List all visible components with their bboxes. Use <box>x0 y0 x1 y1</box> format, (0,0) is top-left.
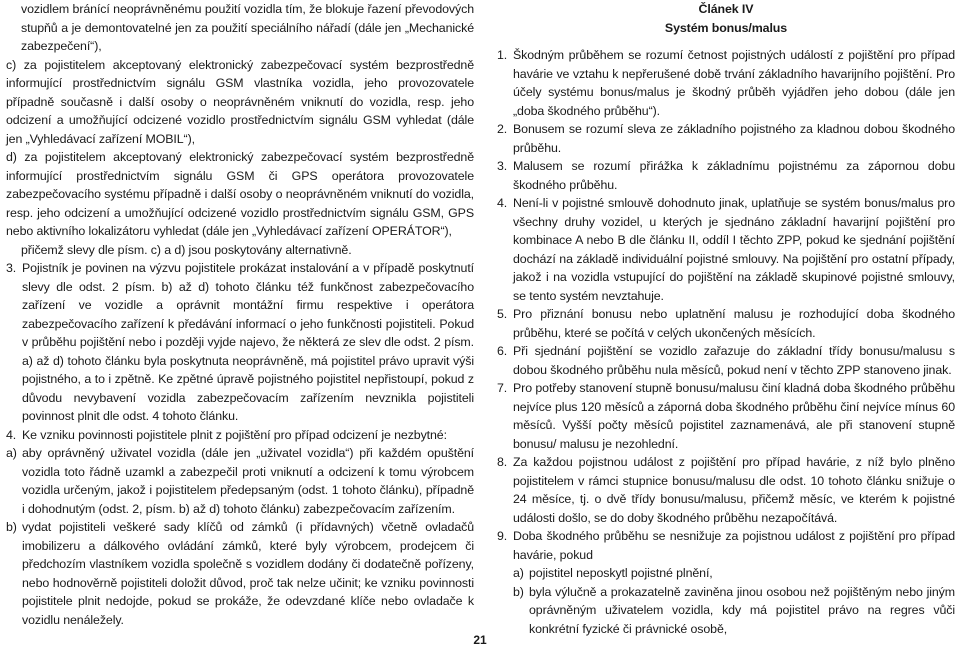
item-number: 4. <box>497 196 508 210</box>
item-9-b <box>497 583 955 639</box>
paragraph-text: Ke vzniku povinnosti pojistitele plnit z pojištění pro případ odcizení je nezbytné: <box>22 427 447 442</box>
article-item <box>497 46 955 120</box>
article-number: Článek IV <box>698 2 754 16</box>
paragraph-4-b <box>6 518 474 629</box>
item-number: 6. <box>497 344 508 358</box>
article-item <box>497 194 955 305</box>
item-number: 2. <box>497 122 508 136</box>
article-title: Systém bonus/malus <box>664 20 788 35</box>
sub-label: b) <box>6 520 17 534</box>
item-text: Bonusem se rozumí sleva ze základního pojistného za kladnou dobou škodného průběhu. <box>513 122 955 155</box>
item-text: Za každou pojistnou událost z pojištění pro případ havárie, z níž bylo plněno pojistitelem v rámci stupnice bonusu/malusu dle odst. 10 tohoto článku snižuje o 24 měsíce, tj. o dvě třídy bonusu/malusu, přičemž měsíc, ve kterém k pojistné události došlo, se do doby škodného průběhu nezapočítává. <box>513 455 955 525</box>
item-9-a <box>497 564 955 583</box>
sub-text: byla výlučně a prokazatelně zaviněna jinou osobou než pojištěným nebo jiným oprávněným uživatelem vozidla, kdy má pojistitel právo na regres vůči konkrétní fyzické či právnické osobě, <box>529 584 955 636</box>
item-text: Při sjednání pojištění se vozidlo zařazuje do základní třídy bonusu/malusu s dobou škodného průběhu nula měsíců, pokud není v těchto ZPP stanoveno jinak. <box>513 344 955 377</box>
article-item <box>497 453 955 527</box>
sub-label: b) <box>513 584 524 599</box>
sub-text: pojistitel neposkytl pojistné plnění, <box>529 566 713 580</box>
item-number: 3. <box>497 159 508 173</box>
article-item <box>497 305 955 342</box>
right-column <box>497 0 955 638</box>
item-text: Doba škodného průběhu se nesnižuje za pojistnou událost z pojištění pro případ havárie, pokud <box>513 529 955 562</box>
article-item <box>497 342 955 379</box>
page-number: 21 <box>473 633 487 647</box>
item-text: Pro přiznání bonusu nebo uplatnění malusu je rozhodující doba škodného průběhu, které se počítá v celých ukončených měsících. <box>513 307 955 340</box>
item-c: c) za pojistitelem akceptovaný elektronický zabezpečovací systém bezprostředně informující prostřednictvím signálu GSM vlastníka vozidla, jeho provozovatele případně současně i další osoby o neoprávněném vniknutí do vozidla, resp. jeho odcizení a umožňující odcizené vozidlo prostřednictvím signálu GSM vyhledat (dále jen „Vyhledávací zařízení MOBIL“), <box>6 57 474 146</box>
item-text: Není-li v pojistné smlouvě dohodnuto jinak, uplatňuje se systém bonus/malus pro všechny druhy vozidel, u kterých je sjednáno základní havarijní pojištění pro kombinace A nebo B dle článku II, oddíl I těchto ZPP, pokud ke sjednání pojištění dochází na základě individuální pojistné smlouvy. Na pojištění pro ostatní případy, jakož i na vozidla vstupující do pojištění na základě skupinové pojistné smlouvy, se tento systém nevztahuje. <box>513 196 955 303</box>
item-number: 1. <box>497 48 508 62</box>
sub-text: aby oprávněný uživatel vozidla (dále jen „uživatel vozidla“) při každém opuštění vozidla toto řádně uzamkl a zabezpečil proti vniknutí a odcizení k tomu výrobcem vozidla určeným, jakož i pojistitelem předepsaným (odst. 1 tohoto článku), případně i dohodnutým (odst. 2, písm. b) až d) tohoto článku) zabezpečovacím zařízením. <box>22 446 474 516</box>
item-number: 7. <box>497 381 508 395</box>
sub-text: vydat pojistiteli veškeré sady klíčů od zámků (i přídavných) včetně ovladačů imobilizeru a dálkového ovládání zámků, které byly výrobcem, prodejcem či předchozím vlastníkem vozidla společně s vozidlem dodány či dodatečně pořízeny, nebo hodnověrně pojistiteli doložit důvod, proč tak nelze učinit; ke vzniku povinnosti pojistitele plnit nedojde, pokud se prokáže, že odevzdané klíče nebo ovladače k vozidlu nenáležely. <box>22 520 474 627</box>
sub-label: a) <box>6 446 17 460</box>
item-number: 8. <box>497 455 508 469</box>
article-item <box>497 157 955 194</box>
sub-label: a) <box>513 566 524 580</box>
left-column <box>6 0 474 629</box>
paragraph-4-a <box>6 444 474 518</box>
item-d: d) za pojistitelem akceptovaný elektronický zabezpečovací systém bezprostředně informující prostřednictvím signálu GSM či GPS operátora provozovatele zabezpečovacího systému případně i další osoby o neoprávněném vniknutí do vozidla, resp. jeho odcizení a umožňující odcizené vozidlo prostřednictvím signálu GSM, GPS nebo aktivního lokalizátoru vyhledat (dále jen „Vyhledávací zařízení OPERÁTOR“), <box>6 150 474 238</box>
article-item <box>497 120 955 157</box>
item-number: 5. <box>497 307 508 321</box>
item-text: Pro potřeby stanovení stupně bonusu/malusu činí kladná doba škodného průběhu nejvíce plus 120 měsíců a záporná doba škodného průběhu činí nejvíce mínus 60 měsíců. Vyšší počty měsíců pojistitel zaznamenává, ale při stanovení stupně bonusu/ malusu je nezohlední. <box>513 381 955 451</box>
item-text: Škodným průběhem se rozumí četnost pojistných událostí z pojištění pro případ havárie ve vztahu k nepřerušené době trvání základního havarijního pojištění. Pro účely systému bonus/malus je škodný průběh vyjádřen jeho dobou (dále jen „doba škodného průběhu“). <box>513 48 955 118</box>
paragraph-text: Pojistník je povinen na výzvu pojistitele prokázat instalování a v případě poskytnutí slevy dle odst. 2 písm. b) až d) tohoto článku též funkčnost zabezpečovacího zařízení ve vozidle a oprávnit montážní firmu respektive i operátora zabezpečovacího zařízení k předávání informací o jeho funkčnosti pojistiteli. Pokud v průběhu pojištění nebo i později vyjde najevo, že některá ze slev dle odst. 2 písm. a) až d) tohoto článku byla poskytnuta neoprávněně, má pojistitel právo upravit výši pojistného, a to i zpětně. Ke zpětné úpravě pojistného pojistitel nepřistoupí, pokud z důvodu nevybavení vozidla zabezpečovacím zařízením nevznikla pojistiteli povinnost plnit dle odst. 4 tohoto článku. <box>22 261 474 423</box>
item-number: 9. <box>497 529 508 543</box>
paragraph-4 <box>6 426 474 445</box>
item-text: Malusem se rozumí přirážka k základnímu pojistnému za zápornou dobu škodného průběhu. <box>513 159 955 192</box>
article-items <box>497 46 955 564</box>
article-item <box>497 527 955 564</box>
item-d-end: přičemž slevy dle písm. c) a d) jsou poskytovány alternativně. <box>21 242 352 257</box>
paragraph-number: 4. <box>6 427 17 442</box>
article-item <box>497 379 955 453</box>
paragraph-number: 3. <box>6 261 17 275</box>
paragraph-3 <box>6 259 474 426</box>
intro-paragraph: vozidlem bránící neoprávněnému použití vozidla tím, že blokuje řazení převodových stupňů a je demontovatelné jen za použití speciálního nářadí (dále jen „Mechanické zabezpečení“), <box>21 2 474 53</box>
